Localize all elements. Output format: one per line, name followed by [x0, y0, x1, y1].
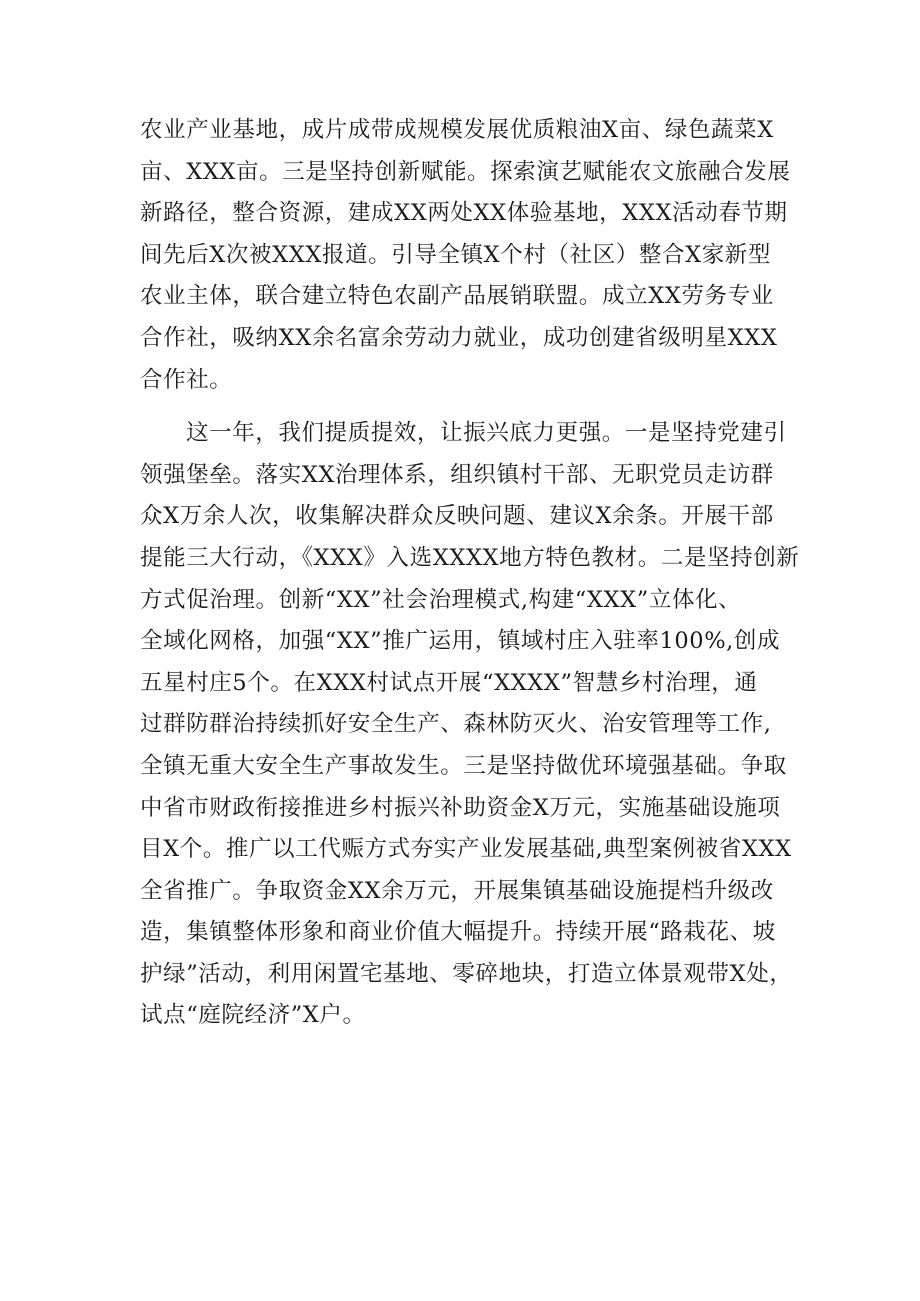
paragraph-1-line: 合作社，吸纳XX余名富余劳动力就业，成功创建省级明星XXX: [140, 324, 778, 351]
paragraph-2-line: 方式促治理。创新“XX”社会治理模式,构建“XXX”立体化、: [140, 586, 742, 613]
paragraph-1-line: 间先后X次被XXX报道。引导全镇X个村（社区）整合X家新型: [140, 241, 772, 268]
paragraph-1: [140, 110, 790, 401]
paragraph-2-line: 众X万余人次，收集解决群众反映问题、建议X余条。开展干部: [140, 503, 774, 530]
paragraph-1-line: 新路径，整合资源，建成XX两处XX体验基地，XXX活动春节期: [140, 200, 788, 227]
paragraph-2-line: 目X个。推广以工代赈方式夯实产业发展基础,典型案例被省XXX: [140, 836, 792, 863]
paragraph-1-line: 合作社。: [140, 366, 233, 393]
paragraph-2-line: 领强堡垒。落实XX治理体系，组织镇村干部、无职党员走访群: [140, 461, 774, 488]
paragraph-2-first-line: 这一年，我们提质提效，让振兴底力更强。一是坚持党建引: [186, 420, 787, 447]
paragraph-2-line: 全省推广。争取资金XX余万元，开展集镇基础设施提档升级改: [140, 877, 774, 904]
paragraph-1-line: 农业主体，联合建立特色农副产品展销联盟。成立XX劳务专业: [140, 283, 774, 310]
paragraph-2-line: 试点“庭院经济”X户。: [140, 1002, 366, 1029]
paragraph-2-line: 过群防群治持续抓好安全生产、森林防灭火、治安管理等工作,: [140, 711, 772, 738]
paragraph-2-line: 护绿”活动，利用闲置宅基地、零碎地块，打造立体景观带X处，: [140, 960, 793, 987]
paragraph-1-line: 农业产业基地，成片成带成规模发展优质粮油X亩、绿色蔬菜X: [140, 117, 774, 143]
paragraph-gap: [140, 401, 790, 413]
paragraph-2-line: 全域化网格，加强“XX”推广运用，镇域村庄入驻率100%,创成: [140, 628, 781, 655]
paragraph-2-line: 中省市财政衔接推进乡村振兴补助资金X万元，实施基础设施项: [140, 794, 781, 821]
paragraph-2-line: 全镇无重大安全生产事故发生。三是坚持做优环境强基础。争取: [140, 752, 787, 779]
paragraph-1-line: 亩、XXX亩。三是坚持创新赋能。探索演艺赋能农文旅融合发展: [140, 158, 791, 185]
document-body: [140, 110, 800, 1037]
paragraph-2-line: 造，集镇整体形象和商业价值大幅提升。持续开展“路栽花、坡: [140, 919, 776, 946]
paragraph-2: [140, 413, 800, 1037]
paragraph-2-line: 五星村庄5个。在XXX村试点开展“XXXX”智慧乡村治理，通: [140, 669, 758, 696]
paragraph-2-line: 提能三大行动，《XXX》入选XXXX地方特色教材。二是坚持创新: [140, 544, 800, 571]
